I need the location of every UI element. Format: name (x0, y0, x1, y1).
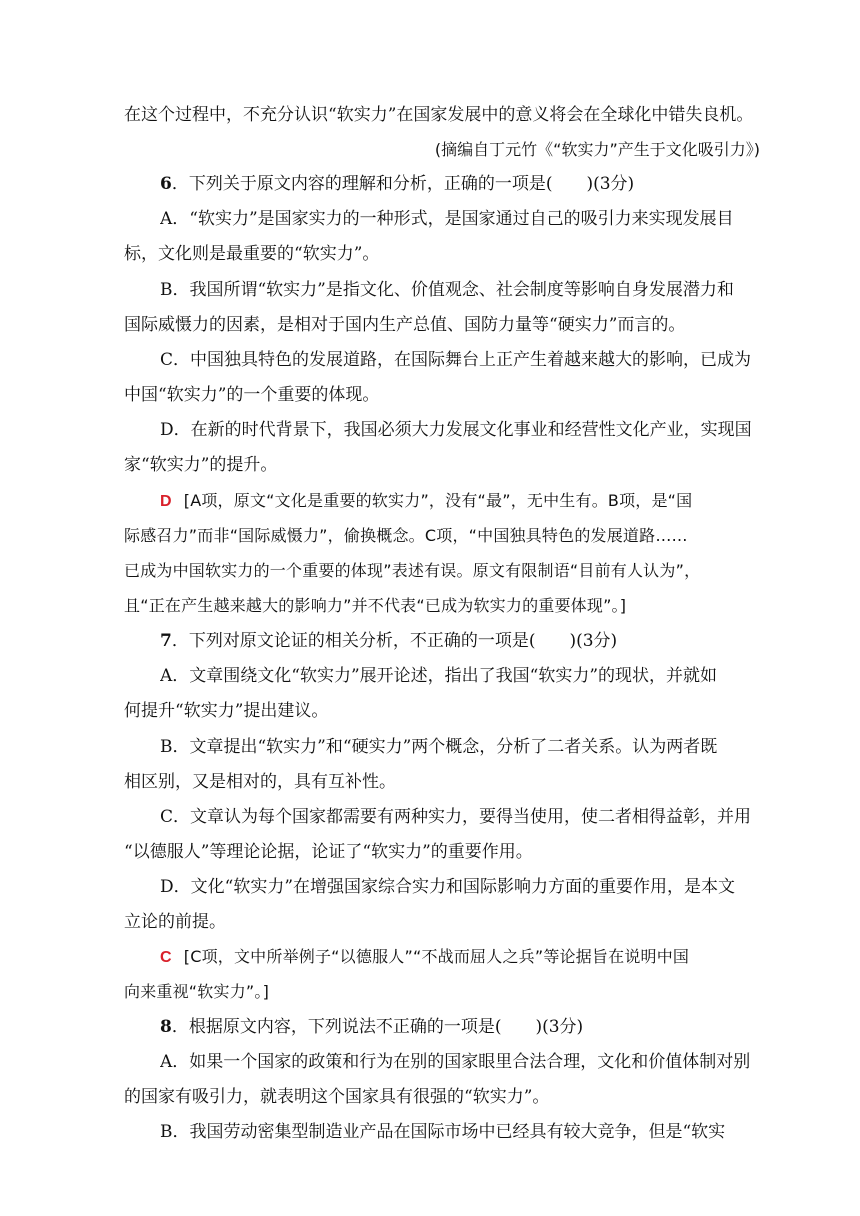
question-7-option-d-line-2: 立论的前提。 (124, 912, 226, 932)
question-8-stem-text: ．根据原文内容，下列说法不正确的一项是( )(3分) (171, 1017, 584, 1037)
question-6-answer-letter: D (160, 493, 172, 510)
question-8-option-a-line-2: 的国家有吸引力，就表明这个国家具有很强的“软实力”。 (124, 1087, 550, 1107)
question-7-option-a-line-1: A．文章围绕文化“软实力”展开论述，指出了我国“软实力”的现状，并就如 (160, 666, 718, 686)
question-7-option-c-line-2: “以德服人”等理论论据，论证了“软实力”的重要作用。 (124, 842, 533, 862)
question-7-answer-line-2: 向来重视“软实力”。] (124, 982, 270, 1001)
question-7-option-c-line-1: C．文章认为每个国家都需要有两种实力，要得当使用，使二者相得益彰，并用 (160, 807, 752, 827)
question-7-answer-text-1: [C项，文中所举例子“以德服人”“不战而屈人之兵”等论据旨在说明中国 (183, 947, 690, 966)
question-7-answer-letter: C (160, 949, 172, 966)
question-6-option-b-line-2: 国际威慑力的因素，是相对于国内生产总值、国防力量等“硬实力”而言的。 (124, 315, 686, 335)
question-6-answer-line-4: 且“正在产生越来越大的影响力”并不代表“已成为软实力的重要体现”。] (124, 596, 627, 615)
question-6-option-b-line-1: B．我国所谓“软实力”是指文化、价值观念、社会制度等影响自身发展潜力和 (160, 280, 734, 300)
question-7-answer-line-1 (160, 945, 760, 970)
question-6-stem-text: ．下列关于原文内容的理解和分析，正确的一项是( )(3分) (171, 174, 635, 194)
question-7-number: 7 (160, 631, 172, 651)
question-6-number: 6 (160, 174, 172, 194)
question-7-option-a-line-2: 何提升“软实力”提出建议。 (124, 701, 329, 721)
question-6-option-a-line-1: A．“软实力”是国家实力的一种形式，是国家通过自己的吸引力来实现发展目 (160, 209, 734, 229)
source-citation: (摘编自丁元竹《“软实力”产生于文化吸引力》) (434, 140, 760, 159)
question-6-answer-line-2: 际感召力”而非“国际威慑力”，偷换概念。C项，“中国独具特色的发展道路…… (124, 526, 688, 545)
question-8-stem (160, 1015, 760, 1039)
question-6-option-c-line-2: 中国“软实力”的一个重要的体现。 (124, 385, 380, 405)
question-8-number: 8 (160, 1017, 172, 1037)
question-8-option-b-line-1: B．我国劳动密集型制造业产品在国际市场中已经具有较大竞争，但是“软实 (160, 1122, 726, 1142)
intro-text-line: 在这个过程中，不充分认识“软实力”在国家发展中的意义将会在全球化中错失良机。 (124, 105, 754, 125)
question-6-option-d-line-2: 家“软实力”的提升。 (124, 455, 278, 475)
question-6-stem (160, 172, 760, 196)
question-7-option-b-line-2: 相区别，又是相对的，具有互补性。 (124, 772, 396, 792)
question-6-option-d-line-1: D．在新的时代背景下，我国必须大力发展文化事业和经营性文化产业，实现国 (160, 420, 752, 440)
question-6-option-a-line-2: 标，文化则是最重要的“软实力”。 (124, 244, 380, 264)
question-6-option-c-line-1: C．中国独具特色的发展道路，在国际舞台上正产生着越来越大的影响，已成为 (160, 350, 752, 370)
question-7-stem-text: ．下列对原文论证的相关分析，不正确的一项是( )(3分) (171, 631, 618, 651)
question-7-option-d-line-1: D．文化“软实力”在增强国家综合实力和国际影响力方面的重要作用，是本文 (160, 877, 736, 897)
question-6-answer-line-3: 已成为中国软实力的一个重要的体现”表述有误。原文有限制语“目前有人认为”， (124, 561, 701, 580)
question-8-option-a-line-1: A．如果一个国家的政策和行为在别的国家眼里合法合理，文化和价值体制对别 (160, 1052, 751, 1072)
question-6-answer-line-1 (160, 489, 760, 514)
question-7-option-b-line-1: B．文章提出“软实力”和“硬实力”两个概念，分析了二者关系。认为两者既 (160, 737, 718, 757)
question-7-stem (160, 629, 760, 653)
question-6-answer-text-1: [A项，原文“文化是重要的软实力”，没有“最”，无中生有。B项，是“国 (183, 491, 693, 510)
